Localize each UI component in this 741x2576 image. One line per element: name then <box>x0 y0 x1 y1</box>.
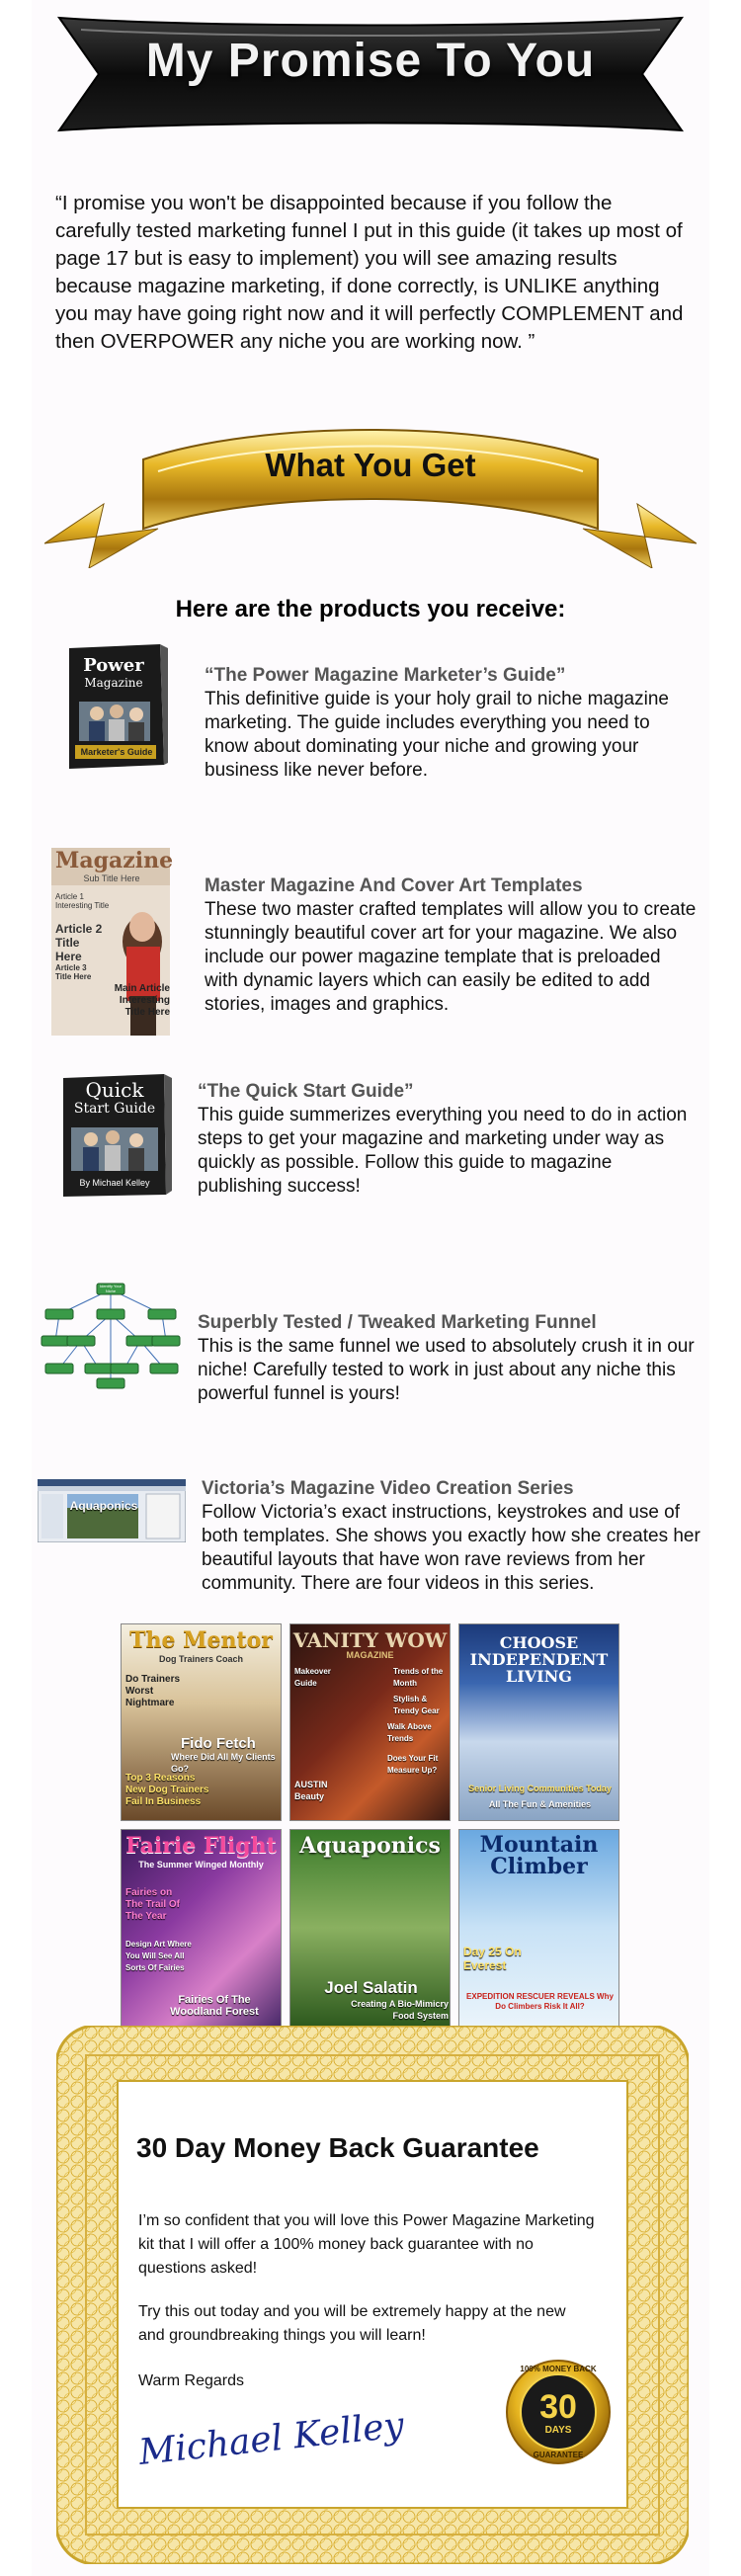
power-guide-cover-line3: Marketer's Guide <box>80 747 153 757</box>
template-cover-line3: Article 1 Interesting Title <box>55 892 110 910</box>
cover-fairie-flight <box>121 1829 282 2027</box>
cover-line: Fairies Of The Woodland Forest <box>170 1994 259 2018</box>
cover-line: All The Fun & Amenities <box>488 1799 592 1809</box>
cover-title: Mountain Climber <box>479 1832 599 1879</box>
product-description: This guide summerizes everything you need to do in action steps to get your magazine and marketing under way as quickly as possible. Follow this guide to magazine publishing success! <box>198 1105 688 1197</box>
product-description: This definitive guide is your holy grail to niche magazine marketing. The guide includes everything you need to know about dominating your niche and growing your business like never before. <box>205 689 669 781</box>
template-cover-line5: Article 3 Title Here <box>55 963 92 981</box>
cover-subtitle: Dog Trainers Coach <box>158 1654 244 1664</box>
cover-line: Where Did All My Clients Go? <box>171 1752 276 1774</box>
cover-title: CHOOSE INDEPENDENT LIVING <box>469 1633 609 1686</box>
product-title: Victoria’s Magazine Video Creation Series <box>202 1478 574 1499</box>
cover-line: Fairies on The Trail Of The Year <box>125 1887 181 1922</box>
product-description: Follow Victoria’s exact instructions, keystrokes and use of both templates. She shows you exactly how she creates her beautiful layouts that have won rave reviews from her community. There are four videos in this series. <box>202 1502 700 1594</box>
product-description: These two master crafted templates will allow you to create stunningly beautiful cover art for your magazine. We also include our power magazine template that is preloaded with dynamic layers which can easily be edited to add stories, images and graphics. <box>205 899 697 1015</box>
what-you-get-ribbon <box>44 420 697 568</box>
cover-line: Makeover Guide <box>294 1667 331 1688</box>
cover-line: AUSTIN Beauty <box>294 1780 328 1801</box>
cover-line: Joel Salatin <box>324 1978 418 1997</box>
cover-the-mentor <box>121 1623 282 1821</box>
magazine-covers-grid <box>121 1623 620 2029</box>
cover-line: Fido Fetch <box>181 1735 256 1752</box>
quick-start-cover-line2: Start Guide <box>73 1101 156 1117</box>
cover-line: Design Art Where You Will See All Sorts Of Fairies <box>125 1940 192 1972</box>
product-title: “The Power Magazine Marketer’s Guide” <box>205 665 566 686</box>
promise-quote: “I promise you won't be disappointed because if you follow the carefully tested marketing funnel I put in this guide (it takes up most of page 17 but is easy to implement) you will see amazing results because magazine marketing, if done correctly, is UNLIKE anything you may have going right now and it will perfectly COMPLEMENT and then OVERPOWER any niche you are working now. ” <box>55 192 684 353</box>
cover-vanity-wow <box>289 1623 451 1821</box>
cover-line: Top 3 Reasons New Dog Trainers Fail In Business <box>125 1773 209 1807</box>
cover-title: The Mentor <box>129 1627 273 1653</box>
page-title: My Promise To You <box>145 35 596 87</box>
cover-title: Fairie Flight <box>125 1833 277 1859</box>
cover-line: Stylish & Trendy Gear <box>393 1695 440 1715</box>
cover-line: Creating A Bio-Mimicry Food System <box>351 1999 449 2021</box>
seal-days: DAYS <box>544 2425 572 2436</box>
cover-line: Day 25 On Everest <box>463 1945 522 1972</box>
power-guide-cover-line2: Magazine <box>84 676 143 690</box>
cover-line: Do Trainers Worst Nightmare <box>125 1674 181 1708</box>
products-heading: Here are the products you receive: <box>175 596 566 623</box>
guarantee-paragraph-1: I’m so confident that you will love this Power Magazine Marketing kit that I will offer a 100% money back guarantee with no questions asked! <box>138 2212 595 2277</box>
seal-number: 30 <box>539 2388 577 2426</box>
cover-line: Walk Above Trends <box>387 1722 432 1743</box>
cover-line: EXPEDITION RESCUER REVEALS Why Do Climbers Risk It All? <box>466 1992 614 2011</box>
cover-subtitle: MAGAZINE <box>346 1650 394 1660</box>
cover-line: Does Your Fit Measure Up? <box>387 1754 439 1775</box>
guarantee-sign-off: Warm Regards <box>138 2372 244 2389</box>
product-description: This is the same funnel we used to absolutely crush it in our niche! Carefully tested to work in just about any niche this powerful funnel is yours! <box>198 1336 695 1404</box>
seal-bottom-text: GUARANTEE <box>533 2451 584 2459</box>
template-cover-line2: Sub Title Here <box>83 873 140 883</box>
template-cover-line4: Article 2 Title Here <box>55 922 103 963</box>
funnel-diagram-label: Identify Your Niche <box>99 1284 123 1293</box>
guarantee-certificate-frame <box>56 2026 689 2564</box>
product-title: Superbly Tested / Tweaked Marketing Funnel <box>198 1312 597 1333</box>
what-you-get-label: What You Get <box>265 447 476 483</box>
signature: Michael Kelley <box>136 2405 406 2473</box>
video-series-thumb-label: Aquaponics <box>69 1499 138 1513</box>
product-title: “The Quick Start Guide” <box>198 1081 414 1102</box>
cover-aquaponics <box>289 1829 451 2027</box>
cover-line: Trends of the Month <box>393 1667 444 1688</box>
guarantee-paragraph-2: Try this out today and you will be extremely happy at the new and groundbreaking things you will learn! <box>138 2303 566 2344</box>
template-cover-line1: Magazine <box>55 848 174 873</box>
cover-line: Senior Living Communities Today <box>468 1784 612 1793</box>
guarantee-title: 30 Day Money Back Guarantee <box>136 2132 539 2163</box>
quick-start-cover-line3: By Michael Kelley <box>79 1178 150 1188</box>
cover-title: VANITY WOW <box>292 1628 448 1652</box>
power-guide-cover-line1: Power <box>83 655 144 676</box>
cover-mountain-climber <box>458 1829 619 2027</box>
quick-start-cover-line1: Quick <box>85 1078 144 1102</box>
cover-independent-living <box>458 1623 619 1821</box>
seal-top-text: 100% MONEY BACK <box>520 2365 597 2373</box>
funnel-diagram-image <box>40 1280 183 1393</box>
product-title: Master Magazine And Cover Art Templates <box>205 875 583 896</box>
template-cover-line6: Main Article Interesting Title Here <box>114 983 170 1018</box>
cover-title: Aquaponics <box>299 1833 441 1859</box>
cover-subtitle: The Summer Winged Monthly <box>138 1860 264 1870</box>
